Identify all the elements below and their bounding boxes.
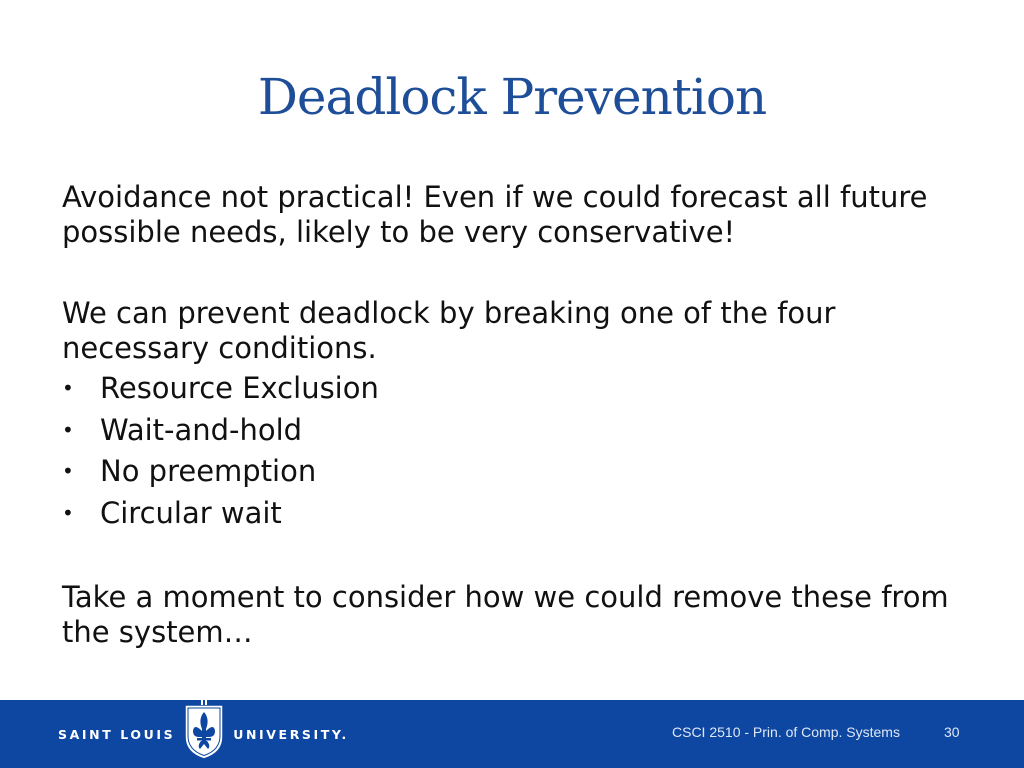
bullet-icon: • xyxy=(62,459,74,483)
bullet-icon: • xyxy=(62,500,74,525)
list-item-label: Wait-and-hold xyxy=(100,412,303,447)
list-item xyxy=(62,368,962,410)
logo-text-right: UNIVERSITY. xyxy=(233,726,349,742)
list-item-label: Circular wait xyxy=(100,495,282,530)
footer-bar xyxy=(0,700,1024,768)
paragraph-prevention: We can prevent deadlock by breaking one of the four necessary conditions. xyxy=(62,296,836,365)
slide-title: Deadlock Prevention xyxy=(257,68,767,126)
slide-body xyxy=(62,180,962,650)
fleur-de-lis-shield-icon xyxy=(183,699,225,761)
list-item xyxy=(62,451,962,493)
bullet-icon: • xyxy=(62,417,74,442)
list-item xyxy=(62,493,962,535)
paragraph-consider: Take a moment to consider how we could remove these from the system… xyxy=(62,580,949,649)
conditions-list xyxy=(62,368,962,534)
university-logo xyxy=(58,700,349,768)
list-item-label: Resource Exclusion xyxy=(100,371,379,405)
page-number: 30 xyxy=(944,724,960,740)
logo-text-left: SAINT LOUIS xyxy=(58,726,176,742)
course-label: CSCI 2510 - Prin. of Comp. Systems xyxy=(672,724,900,740)
list-item-label: No preemption xyxy=(100,454,317,488)
paragraph-avoidance: Avoidance not practical! Even if we could forecast all future possible needs, likely to be very conservative! xyxy=(62,180,928,249)
list-item xyxy=(62,410,962,452)
bullet-icon: • xyxy=(62,376,74,400)
